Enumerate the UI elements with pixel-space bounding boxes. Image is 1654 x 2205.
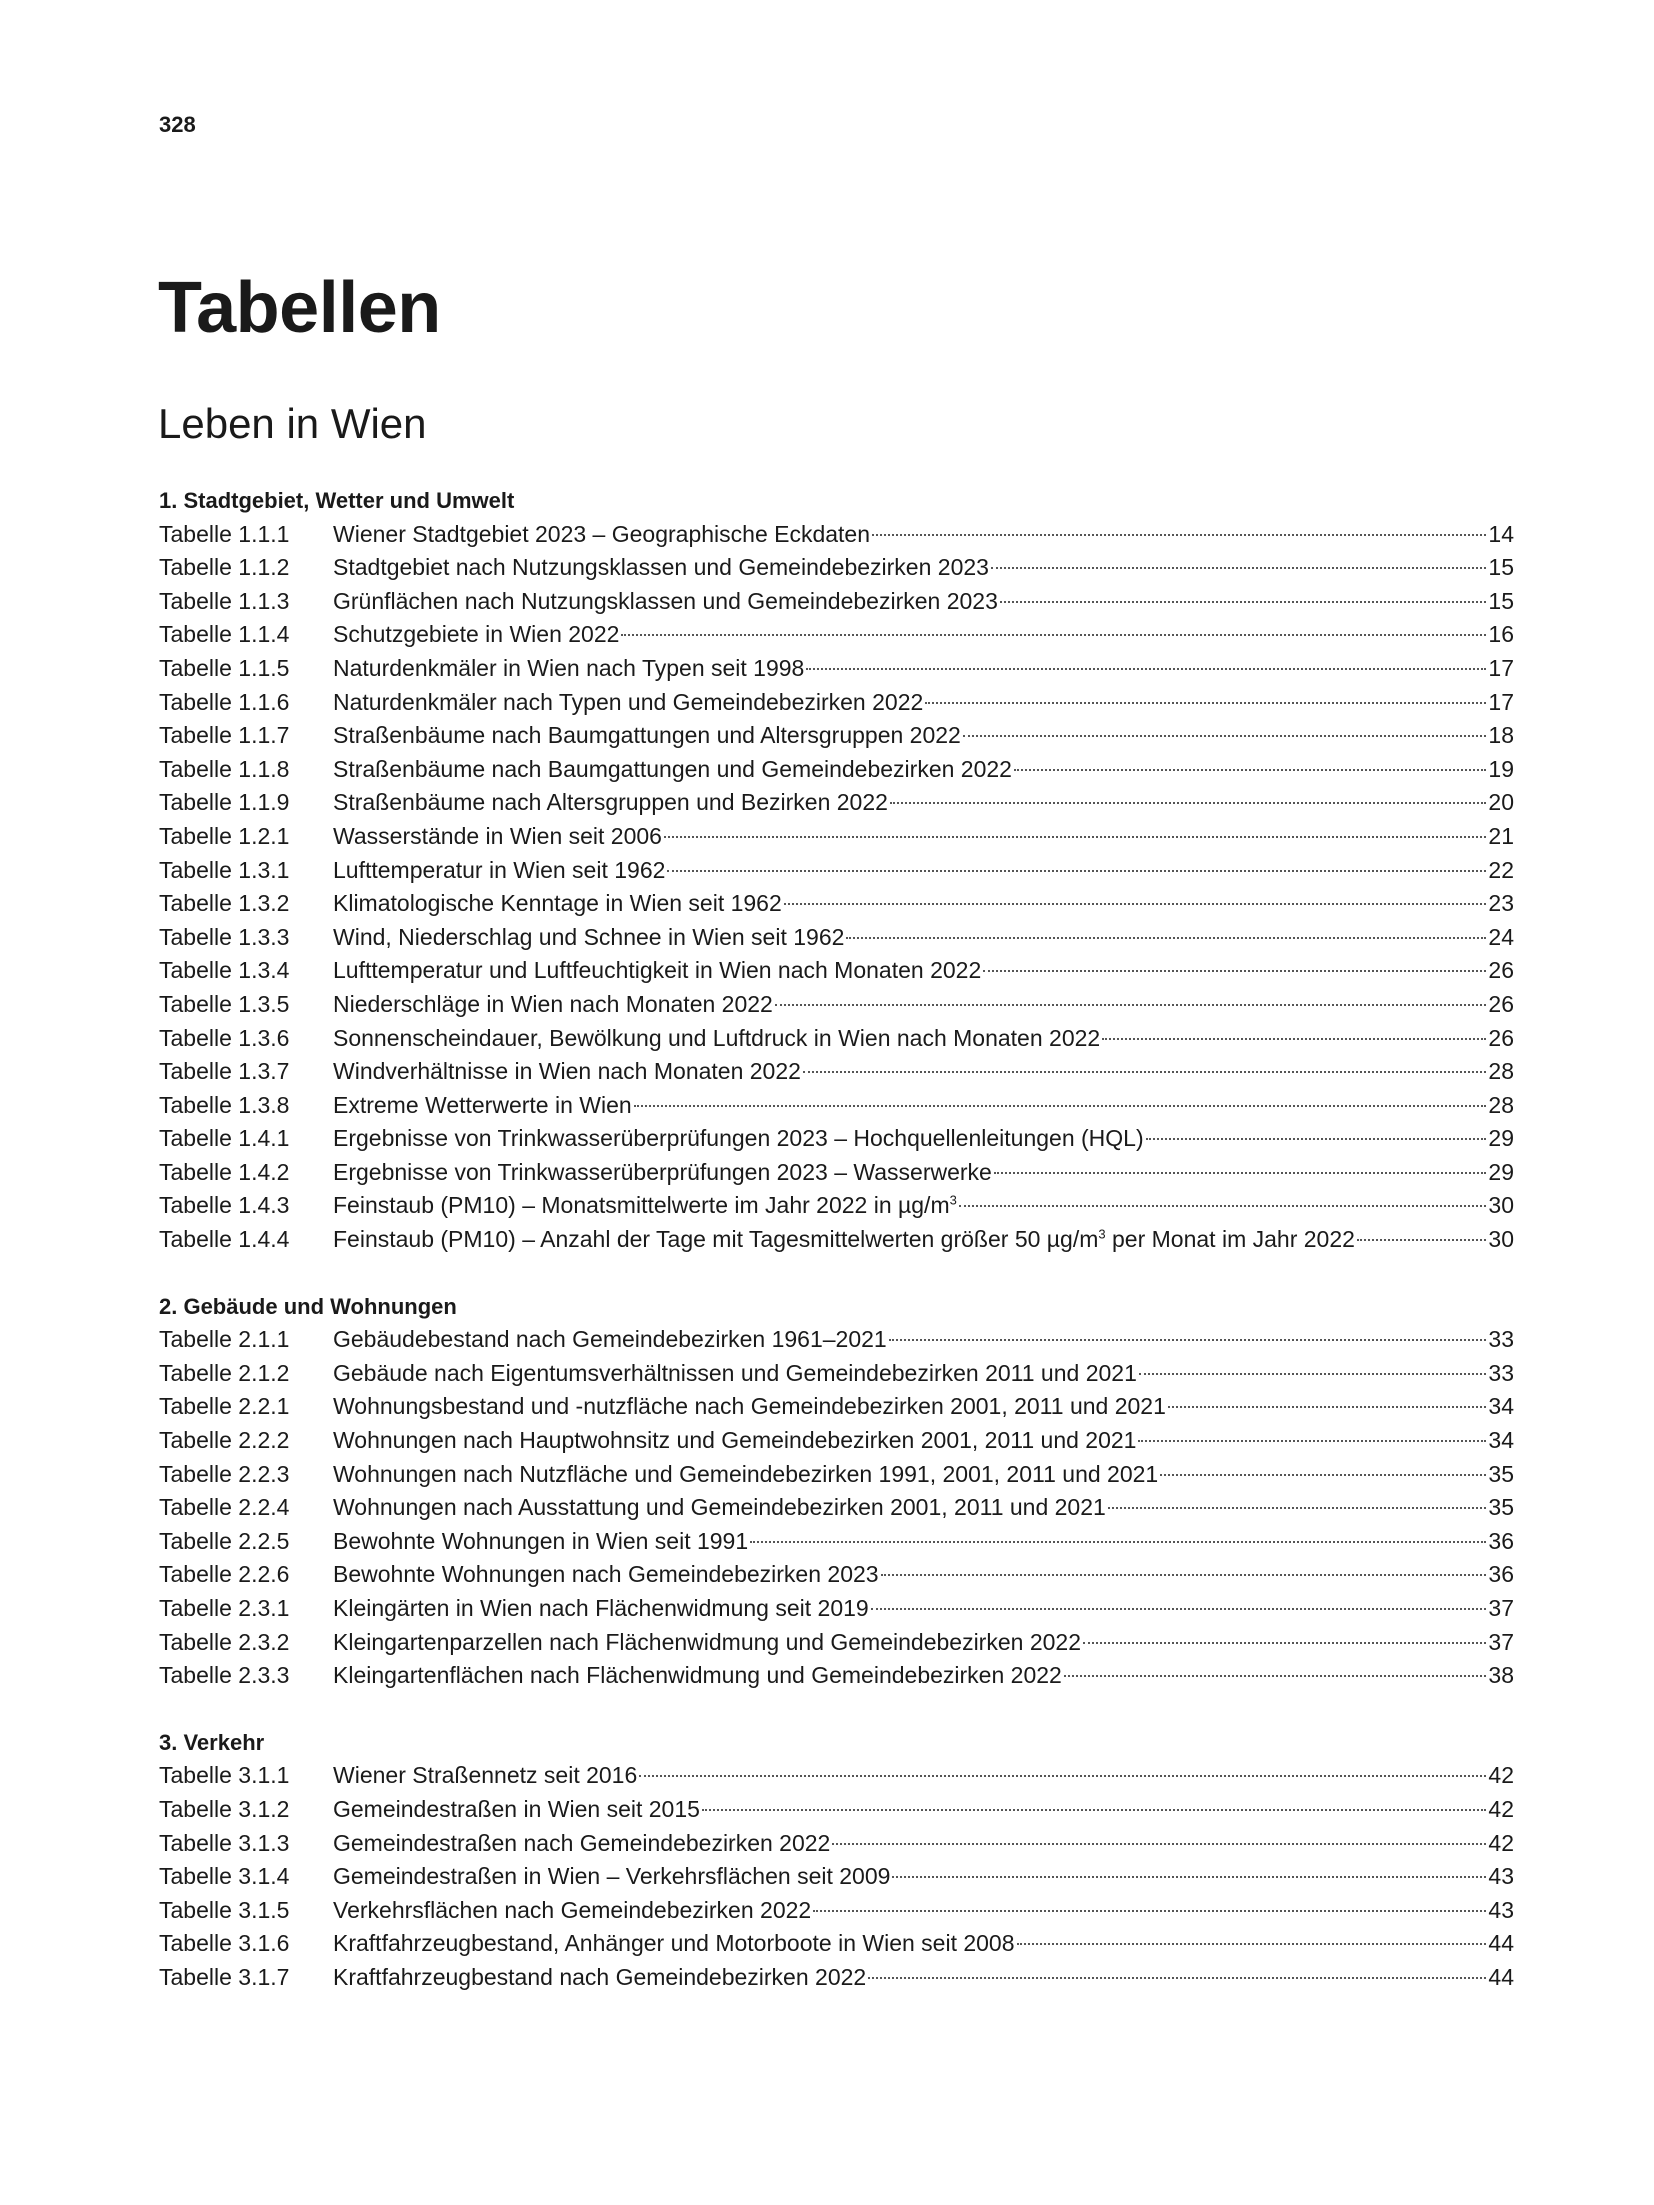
dot-leader <box>634 1105 1487 1107</box>
toc-entry-title-text: Bewohnte Wohnungen nach Gemeindebezirken 2023 <box>333 1561 879 1588</box>
dot-leader <box>1014 769 1486 771</box>
toc-entry-page: 24 <box>1488 923 1514 950</box>
toc-entry-title <box>333 1055 801 1089</box>
toc-entry[interactable] <box>159 1424 1514 1458</box>
toc-entry-page: 30 <box>1488 1226 1514 1253</box>
dot-leader <box>702 1809 1486 1811</box>
toc-entry-title <box>333 551 989 585</box>
toc-entry-page: 28 <box>1488 1091 1514 1118</box>
dot-leader <box>664 836 1486 838</box>
toc-entry-page: 21 <box>1488 822 1514 849</box>
toc-entry-title-text: Kraftfahrzeugbestand, Anhänger und Motorboote in Wien seit 2008 <box>333 1930 1015 1957</box>
toc-entry-title <box>333 1390 1166 1424</box>
toc-entry-title <box>333 1592 869 1626</box>
toc-entry-page: 33 <box>1488 1359 1514 1386</box>
toc-entry-page: 29 <box>1488 1125 1514 1152</box>
table-of-contents <box>159 484 1514 2028</box>
dot-leader <box>991 567 1486 569</box>
dot-leader <box>1108 1507 1487 1509</box>
toc-entry-title <box>333 1558 879 1592</box>
toc-entry-title <box>333 820 662 854</box>
toc-entry-page: 28 <box>1488 1058 1514 1085</box>
toc-entry[interactable] <box>159 1089 1514 1123</box>
toc-entry-page: 22 <box>1488 856 1514 883</box>
toc-entry-label: Tabelle 1.1.6 <box>159 688 290 715</box>
toc-entry-label: Tabelle 2.2.1 <box>159 1393 290 1420</box>
dot-leader <box>621 634 1486 636</box>
dot-leader <box>775 1004 1487 1006</box>
toc-entry-label: Tabelle 1.1.3 <box>159 587 290 614</box>
toc-entry-page: 38 <box>1488 1662 1514 1689</box>
toc-entry-page: 42 <box>1488 1795 1514 1822</box>
toc-entry-title <box>333 1894 811 1928</box>
toc-entry[interactable] <box>159 1357 1514 1391</box>
toc-entry-label: Tabelle 1.4.2 <box>159 1158 290 1185</box>
toc-entry-title <box>333 1927 1015 1961</box>
toc-entry-title <box>333 1860 890 1894</box>
toc-entry[interactable] <box>159 1592 1514 1626</box>
dot-leader <box>1083 1642 1486 1644</box>
dot-leader <box>890 802 1486 804</box>
toc-entry-title <box>333 518 870 552</box>
dot-leader <box>868 1977 1486 1979</box>
toc-entry[interactable] <box>159 1961 1514 1995</box>
dot-leader <box>892 1876 1486 1878</box>
toc-entry-title-text: Kleingartenparzellen nach Flächenwidmung und Gemeindebezirken 2022 <box>333 1628 1081 1655</box>
toc-entry-title-text: Naturdenkmäler nach Typen und Gemeindebezirken 2022 <box>333 688 924 715</box>
toc-entry-title-text: Bewohnte Wohnungen in Wien seit 1991 <box>333 1527 749 1554</box>
toc-entry-title-text: Straßenbäume nach Baumgattungen und Gemeindebezirken 2022 <box>333 755 1012 782</box>
toc-entry-label: Tabelle 1.1.2 <box>159 554 290 581</box>
toc-entry-title <box>333 1357 1137 1391</box>
toc-entry-title <box>333 786 888 820</box>
toc-entry-title-text: Wiener Straßennetz seit 2016 <box>333 1762 638 1789</box>
toc-entry-label: Tabelle 1.1.8 <box>159 755 290 782</box>
toc-entry-label: Tabelle 1.1.1 <box>159 520 290 547</box>
page-number: 328 <box>159 112 196 137</box>
toc-entry-title <box>333 686 923 720</box>
toc-entry-page: 44 <box>1488 1930 1514 1957</box>
toc-entry[interactable] <box>159 1525 1514 1559</box>
toc-entry-page: 34 <box>1488 1427 1514 1454</box>
dot-leader <box>750 1541 1486 1543</box>
dot-leader <box>963 735 1487 737</box>
toc-section <box>159 1726 1514 1995</box>
toc-entry-title-text: Grünflächen nach Nutzungsklassen und Gemeindebezirken 2023 <box>333 587 998 614</box>
toc-entry[interactable] <box>159 820 1514 854</box>
toc-entry-title-text: Gemeindestraßen nach Gemeindebezirken 2022 <box>333 1829 831 1856</box>
dot-leader <box>639 1775 1486 1777</box>
toc-entry-label: Tabelle 2.2.5 <box>159 1527 290 1554</box>
dot-leader <box>881 1574 1487 1576</box>
dot-leader <box>1139 1373 1487 1375</box>
toc-entry-label: Tabelle 1.3.6 <box>159 1024 290 1051</box>
toc-entry-page: 17 <box>1488 654 1514 681</box>
toc-entry[interactable] <box>159 854 1514 888</box>
toc-entry[interactable] <box>159 652 1514 686</box>
toc-entry-page: 19 <box>1488 755 1514 782</box>
toc-entry[interactable] <box>159 1827 1514 1861</box>
toc-entry-title <box>333 1961 866 1995</box>
dot-leader <box>1146 1138 1487 1140</box>
toc-entry-title <box>333 954 981 988</box>
toc-entry-page: 26 <box>1488 990 1514 1017</box>
toc-entry-title <box>333 887 782 921</box>
toc-entry-title-text: Ergebnisse von Trinkwasserüberprüfungen 2023 – Wasserwerke <box>333 1158 992 1185</box>
toc-entry[interactable] <box>159 1022 1514 1056</box>
toc-entry[interactable] <box>159 887 1514 921</box>
toc-entry[interactable] <box>159 1055 1514 1089</box>
toc-entry-title <box>333 1223 1355 1257</box>
toc-entry-page: 36 <box>1488 1561 1514 1588</box>
toc-entry-title <box>333 1626 1081 1660</box>
toc-section <box>159 1290 1514 1693</box>
toc-entry-title-text: Gemeindestraßen in Wien seit 2015 <box>333 1795 700 1822</box>
toc-entry-title <box>333 921 844 955</box>
toc-entry-page: 18 <box>1488 722 1514 749</box>
toc-entry-title <box>333 1022 1100 1056</box>
toc-entry[interactable] <box>159 551 1514 585</box>
toc-entry[interactable] <box>159 719 1514 753</box>
toc-entry-label: Tabelle 2.2.2 <box>159 1427 290 1454</box>
dot-leader <box>1102 1038 1486 1040</box>
toc-entry-label: Tabelle 3.1.1 <box>159 1762 290 1789</box>
toc-entry-title-suffix: per Monat im Jahr 2022 <box>1105 1226 1355 1253</box>
toc-entry-label: Tabelle 1.3.7 <box>159 1058 290 1085</box>
toc-entry-page: 43 <box>1488 1863 1514 1890</box>
toc-entry[interactable] <box>159 1189 1514 1223</box>
toc-entry-title <box>333 1189 957 1223</box>
toc-entry-title-text: Klimatologische Kenntage in Wien seit 1962 <box>333 890 782 917</box>
toc-entry-label: Tabelle 2.3.1 <box>159 1595 290 1621</box>
toc-entry[interactable] <box>159 1793 1514 1827</box>
toc-entry-title <box>333 719 961 753</box>
section-heading: 2. Gebäude und Wohnungen <box>159 1293 457 1319</box>
toc-entry-title <box>333 1759 637 1793</box>
page-subtitle: Leben in Wien <box>158 400 427 447</box>
dot-leader <box>846 937 1486 939</box>
toc-entry-label: Tabelle 1.3.1 <box>159 856 290 883</box>
toc-entry-title-text: Gebäudebestand nach Gemeindebezirken 1961–2021 <box>333 1326 887 1353</box>
toc-entry-label: Tabelle 3.1.6 <box>159 1930 290 1957</box>
toc-entry[interactable] <box>159 1491 1514 1525</box>
toc-entry-title <box>333 1156 992 1190</box>
toc-entry-label: Tabelle 2.1.1 <box>159 1326 290 1353</box>
dot-leader <box>1168 1406 1487 1408</box>
toc-entry-label: Tabelle 2.2.3 <box>159 1460 290 1487</box>
dot-leader <box>1357 1239 1486 1241</box>
toc-entry-page: 29 <box>1488 1158 1514 1185</box>
section-heading: 1. Stadtgebiet, Wetter und Umwelt <box>159 488 515 513</box>
dot-leader <box>667 870 1486 872</box>
toc-entry-label: Tabelle 2.1.2 <box>159 1359 290 1386</box>
toc-entry-title-text: Niederschläge in Wien nach Monaten 2022 <box>333 990 773 1017</box>
toc-entry-title <box>333 1323 887 1357</box>
toc-entry[interactable] <box>159 518 1514 552</box>
toc-entry[interactable] <box>159 618 1514 652</box>
toc-entry-title <box>333 1659 1062 1693</box>
toc-entry-page: 34 <box>1488 1393 1514 1420</box>
toc-entry[interactable] <box>159 786 1514 820</box>
toc-entry-label: Tabelle 1.1.9 <box>159 789 290 816</box>
toc-entry-title-text: Naturdenkmäler in Wien nach Typen seit 1998 <box>333 654 805 681</box>
dot-leader <box>1017 1943 1487 1945</box>
toc-entry[interactable] <box>159 686 1514 720</box>
toc-entry-label: Tabelle 1.2.1 <box>159 822 290 849</box>
toc-entry-title-text: Straßenbäume nach Altersgruppen und Bezirken 2022 <box>333 789 888 816</box>
toc-entry-label: Tabelle 2.3.3 <box>159 1662 290 1689</box>
toc-entry-label: Tabelle 1.4.3 <box>159 1192 290 1219</box>
toc-entry-title-text: Stadtgebiet nach Nutzungsklassen und Gemeindebezirken 2023 <box>333 554 989 581</box>
toc-entry-title-text: Wind, Niederschlag und Schnee in Wien seit 1962 <box>333 923 845 950</box>
toc-entry-page: 20 <box>1488 789 1514 816</box>
toc-section <box>159 484 1514 1257</box>
toc-entry-page: 33 <box>1488 1326 1514 1353</box>
toc-entry-title-text: Lufttemperatur in Wien seit 1962 <box>333 856 666 883</box>
toc-entry-label: Tabelle 1.3.4 <box>159 957 290 984</box>
dot-leader <box>832 1843 1486 1845</box>
toc-entry-label: Tabelle 1.3.5 <box>159 990 290 1017</box>
toc-entry-title <box>333 1424 1136 1458</box>
toc-entry[interactable] <box>159 1223 1514 1257</box>
toc-entry-label: Tabelle 3.1.2 <box>159 1795 290 1822</box>
toc-entry-page: 16 <box>1488 621 1514 648</box>
toc-entry[interactable] <box>159 954 1514 988</box>
toc-entry-page: 35 <box>1488 1494 1514 1521</box>
toc-entry[interactable] <box>159 988 1514 1022</box>
dot-leader <box>1138 1440 1486 1442</box>
toc-entry-page: 30 <box>1488 1192 1514 1219</box>
toc-entry-label: Tabelle 1.4.4 <box>159 1226 290 1253</box>
dot-leader <box>1000 601 1487 603</box>
toc-entry-page: 44 <box>1488 1963 1514 1990</box>
toc-entry-page: 15 <box>1488 554 1514 581</box>
toc-entry-label: Tabelle 1.1.5 <box>159 654 290 681</box>
toc-entry-page: 36 <box>1488 1527 1514 1554</box>
toc-entry[interactable] <box>159 1626 1514 1660</box>
toc-entry-page: 37 <box>1488 1628 1514 1655</box>
toc-entry-label: Tabelle 1.1.4 <box>159 621 290 648</box>
toc-entry-title-text: Ergebnisse von Trinkwasserüberprüfungen 2023 – Hochquellenleitungen (HQL) <box>333 1125 1144 1152</box>
page-title: Tabellen <box>158 268 441 348</box>
toc-entry[interactable] <box>159 1156 1514 1190</box>
toc-entry-title <box>333 753 1012 787</box>
toc-entry-title-text: Extreme Wetterwerte in Wien <box>333 1091 632 1118</box>
dot-leader <box>813 1910 1486 1912</box>
toc-entry-title <box>333 1793 700 1827</box>
toc-entry[interactable] <box>159 921 1514 955</box>
dot-leader <box>1064 1675 1487 1677</box>
toc-entry-page: 23 <box>1488 890 1514 917</box>
toc-entry[interactable] <box>159 1458 1514 1492</box>
toc-entry-title <box>333 585 998 619</box>
dot-leader <box>1160 1474 1486 1476</box>
toc-entry-title <box>333 1122 1144 1156</box>
toc-entry[interactable] <box>159 1390 1514 1424</box>
toc-entry-label: Tabelle 3.1.3 <box>159 1829 290 1856</box>
toc-entry-title <box>333 618 619 652</box>
dot-leader <box>983 970 1486 972</box>
toc-entry[interactable] <box>159 1927 1514 1961</box>
toc-entry[interactable] <box>159 1659 1514 1693</box>
toc-entry-page: 17 <box>1488 688 1514 715</box>
toc-entry-title <box>333 1458 1158 1492</box>
dot-leader <box>994 1172 1487 1174</box>
toc-entry-title-text: Feinstaub (PM10) – Monatsmittelwerte im Jahr 2022 in µg/m <box>333 1192 950 1219</box>
toc-entry-page: 14 <box>1488 520 1514 547</box>
dot-leader <box>959 1205 1487 1207</box>
dot-leader <box>925 702 1486 704</box>
toc-entry-title <box>333 1089 632 1123</box>
toc-entry[interactable] <box>159 585 1514 619</box>
toc-entry-label: Tabelle 3.1.4 <box>159 1863 290 1890</box>
toc-entry-title <box>333 1525 748 1559</box>
toc-entry-title <box>333 1827 830 1861</box>
toc-entry-page: 37 <box>1488 1595 1514 1621</box>
toc-entry-title <box>333 854 665 888</box>
toc-entry-label: Tabelle 2.2.4 <box>159 1494 290 1521</box>
toc-entry[interactable] <box>159 753 1514 787</box>
dot-leader <box>806 668 1486 670</box>
toc-entry-title-text: Wohnungen nach Hauptwohnsitz und Gemeindebezirken 2001, 2011 und 2021 <box>333 1427 1137 1454</box>
toc-entry-title-text: Gebäude nach Eigentumsverhältnissen und Gemeindebezirken 2011 und 2021 <box>333 1359 1137 1386</box>
toc-entry-title-text: Lufttemperatur und Luftfeuchtigkeit in Wien nach Monaten 2022 <box>333 957 982 984</box>
toc-entry-superscript: 3 <box>1098 1226 1106 1242</box>
toc-entry-title-text: Wiener Stadtgebiet 2023 – Geographische Eckdaten <box>333 520 871 547</box>
toc-entry-title-text: Sonnenscheindauer, Bewölkung und Luftdruck in Wien nach Monaten 2022 <box>333 1024 1101 1051</box>
toc-entry-title-text: Feinstaub (PM10) – Anzahl der Tage mit Tagesmittelwerten größer 50 µg/m <box>333 1226 1099 1253</box>
toc-entry-page: 35 <box>1488 1460 1514 1487</box>
toc-entry-label: Tabelle 1.3.2 <box>159 890 290 917</box>
toc-entry[interactable] <box>159 1122 1514 1156</box>
toc-entry-title-text: Kleingartenflächen nach Flächenwidmung und Gemeindebezirken 2022 <box>333 1662 1062 1689</box>
toc-entry[interactable] <box>159 1323 1514 1357</box>
toc-entry-label: Tabelle 1.3.3 <box>159 923 290 950</box>
toc-entry[interactable] <box>159 1894 1514 1928</box>
toc-entry-title-text: Wohnungen nach Nutzfläche und Gemeindebezirken 1991, 2001, 2011 und 2021 <box>333 1460 1159 1487</box>
toc-entry[interactable] <box>159 1860 1514 1894</box>
toc-entry-title <box>333 652 804 686</box>
toc-entry-label: Tabelle 1.1.7 <box>159 722 290 749</box>
toc-entry-title <box>333 988 773 1022</box>
toc-entry-label: Tabelle 2.2.6 <box>159 1561 290 1588</box>
toc-entry-page: 43 <box>1488 1896 1514 1923</box>
toc-entry-page: 42 <box>1488 1762 1514 1789</box>
toc-entry-page: 26 <box>1488 1024 1514 1051</box>
toc-entry-title-text: Windverhältnisse in Wien nach Monaten 2022 <box>333 1058 801 1085</box>
toc-entry-title-text: Schutzgebiete in Wien 2022 <box>333 621 620 648</box>
toc-entry[interactable] <box>159 1558 1514 1592</box>
toc-entry-page: 42 <box>1488 1829 1514 1856</box>
dot-leader <box>872 534 1486 536</box>
dot-leader <box>871 1608 1487 1610</box>
toc-entry-label: Tabelle 3.1.7 <box>159 1963 290 1990</box>
dot-leader <box>803 1071 1486 1073</box>
toc-entry-title-text: Gemeindestraßen in Wien – Verkehrsflächen seit 2009 <box>333 1863 891 1890</box>
toc-entry-label: Tabelle 3.1.5 <box>159 1896 290 1923</box>
toc-entry-superscript: 3 <box>949 1192 957 1208</box>
dot-leader <box>784 903 1487 905</box>
section-heading: 3. Verkehr <box>159 1729 265 1755</box>
toc-entry-title-text: Kraftfahrzeugbestand nach Gemeindebezirken 2022 <box>333 1963 867 1990</box>
toc-entry-page: 15 <box>1488 587 1514 614</box>
toc-entry-title-text: Wasserstände in Wien seit 2006 <box>333 822 662 849</box>
toc-entry-title-text: Verkehrsflächen nach Gemeindebezirken 2022 <box>333 1896 812 1923</box>
toc-entry-label: Tabelle 2.3.2 <box>159 1628 290 1655</box>
toc-entry-label: Tabelle 1.4.1 <box>159 1125 290 1152</box>
toc-entry-title-text: Wohnungsbestand und -nutzfläche nach Gemeindebezirken 2001, 2011 und 2021 <box>333 1393 1166 1420</box>
toc-entry-page: 26 <box>1488 957 1514 984</box>
toc-entry-title-text: Straßenbäume nach Baumgattungen und Altersgruppen 2022 <box>333 722 961 749</box>
toc-entry-title-text: Wohnungen nach Ausstattung und Gemeindebezirken 2001, 2011 und 2021 <box>333 1494 1106 1521</box>
toc-entry[interactable] <box>159 1759 1514 1793</box>
toc-entry-title-text: Kleingärten in Wien nach Flächenwidmung seit 2019 <box>333 1595 869 1621</box>
toc-entry-title <box>333 1491 1106 1525</box>
dot-leader <box>889 1339 1487 1341</box>
toc-entry-label: Tabelle 1.3.8 <box>159 1091 290 1118</box>
